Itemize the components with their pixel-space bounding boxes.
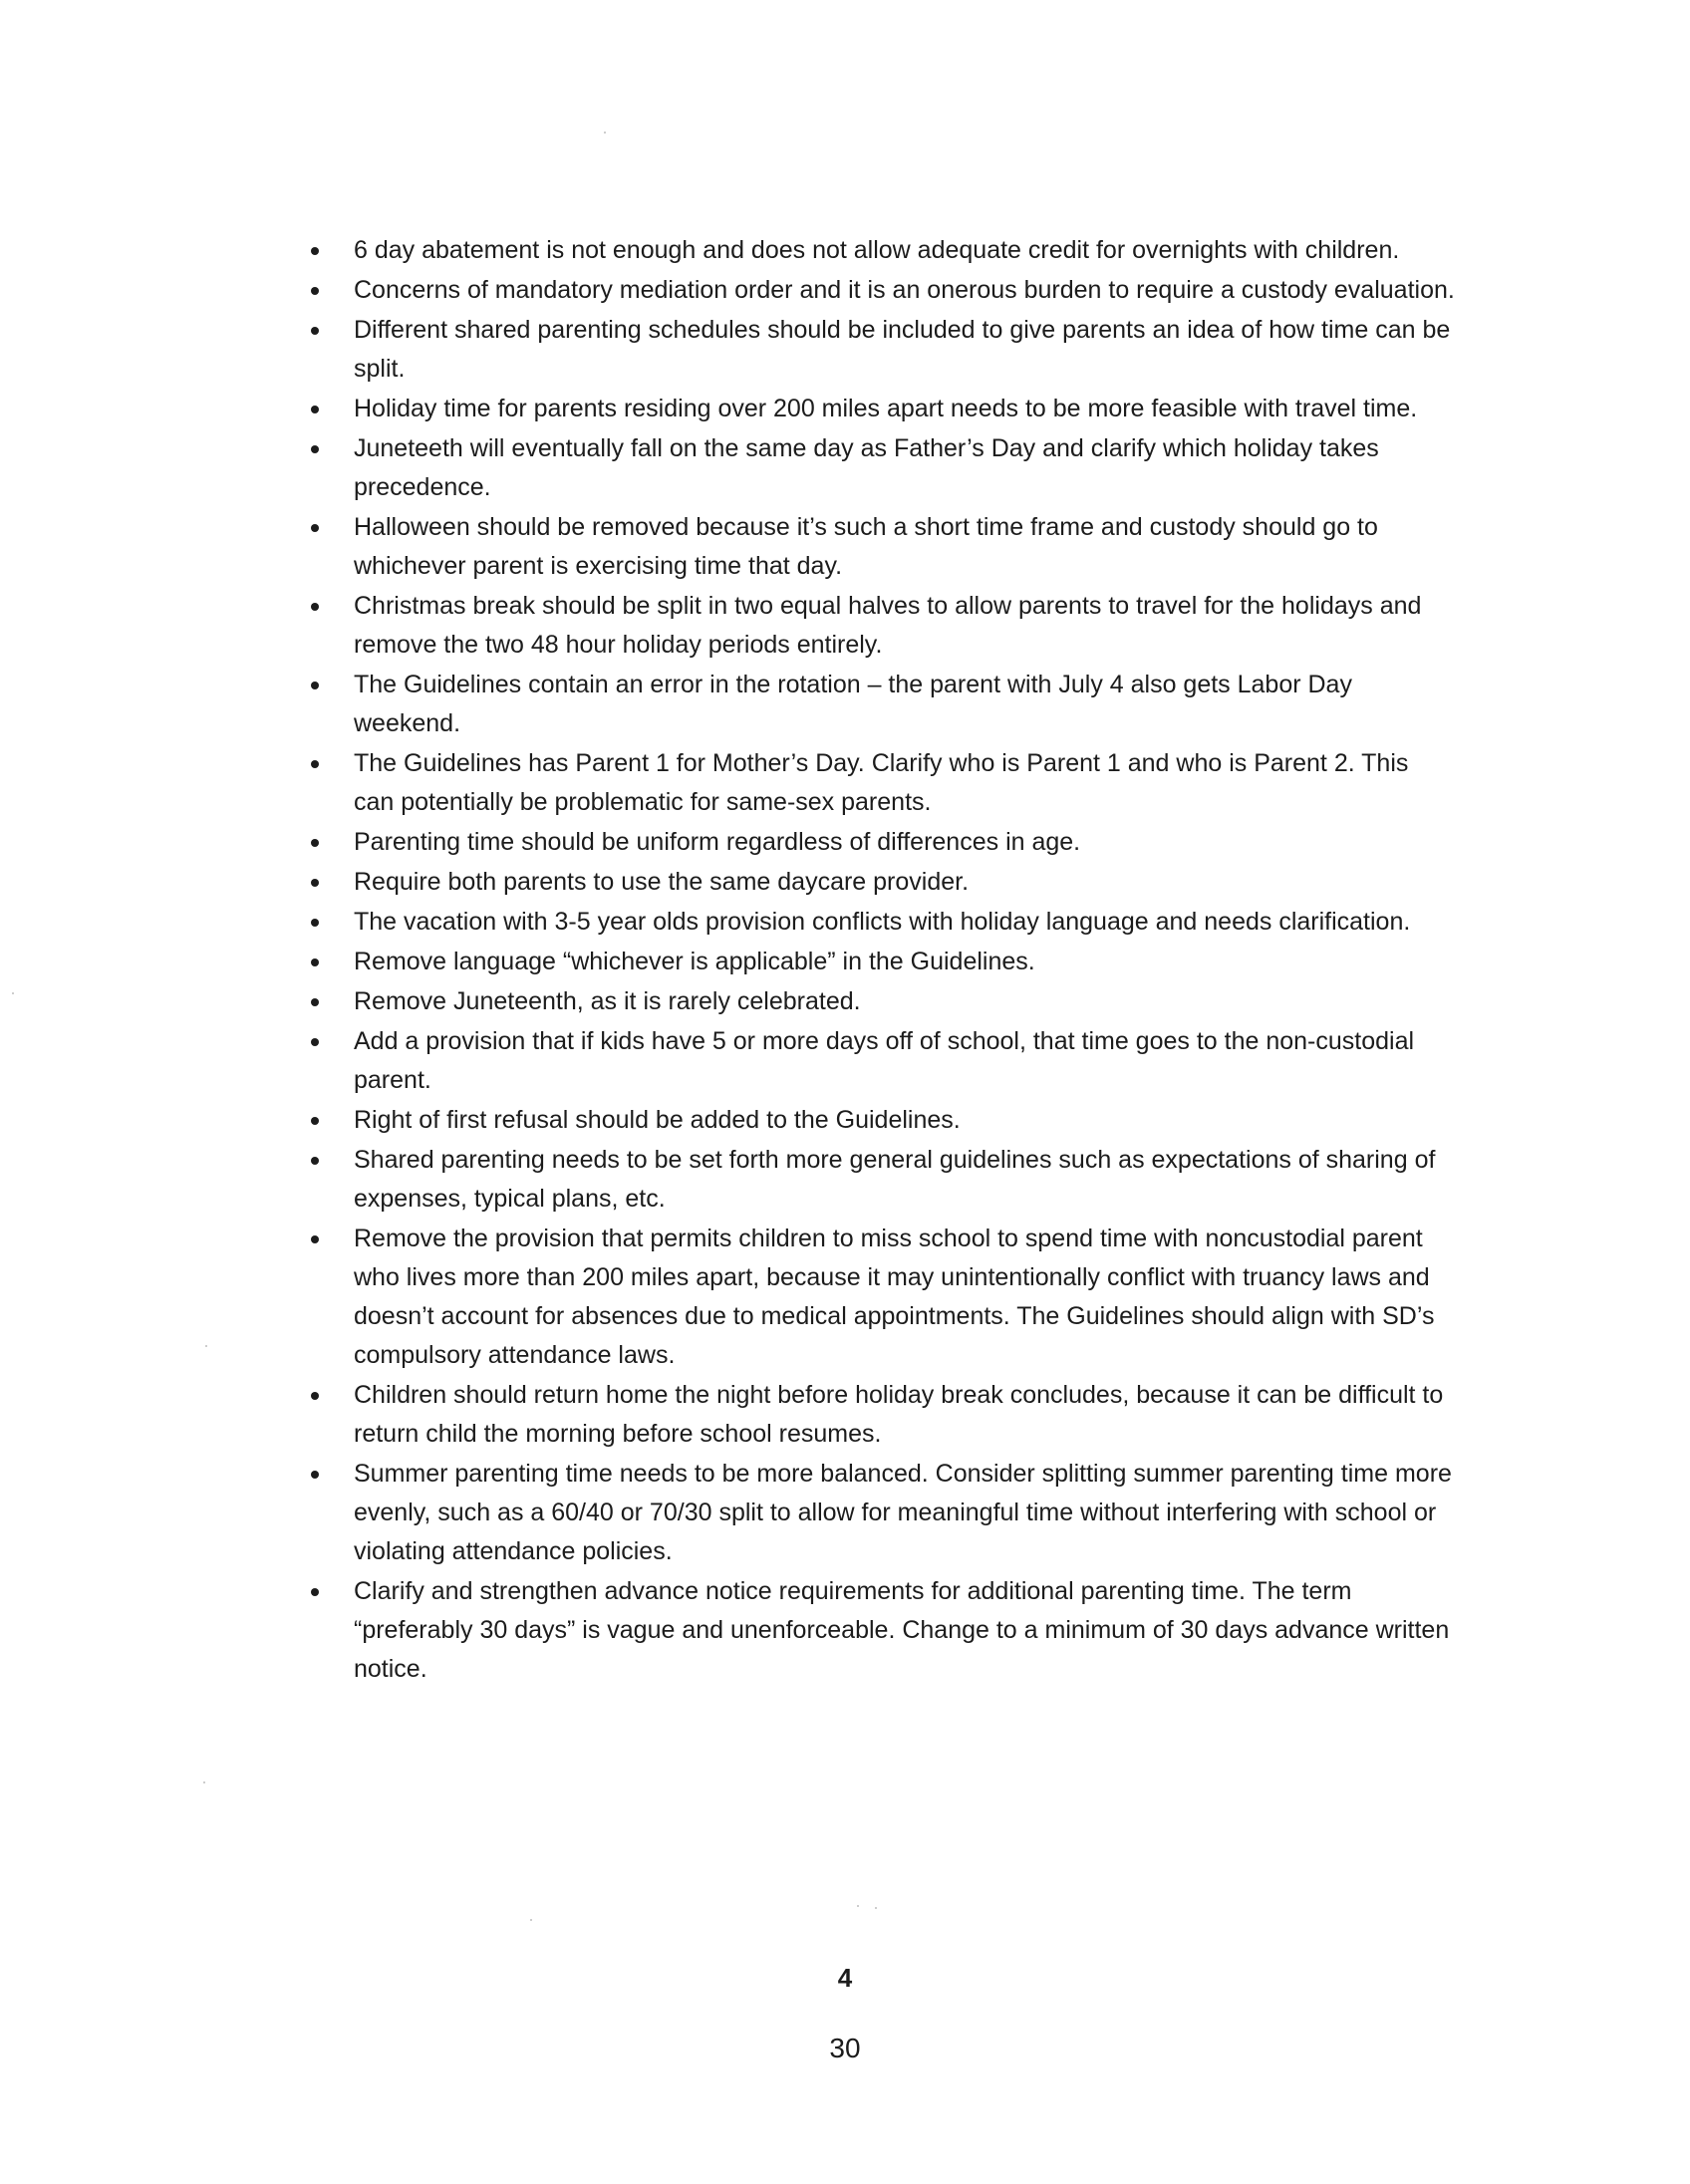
bullet-dot-icon xyxy=(311,445,319,453)
bullet-dot-icon xyxy=(311,682,319,689)
bullet-item xyxy=(299,429,1455,507)
bullet-dot-icon xyxy=(311,247,319,255)
scan-speck xyxy=(857,1905,859,1907)
bullet-dot-icon xyxy=(311,406,319,413)
bullet-item xyxy=(299,1101,1455,1140)
bullet-dot-icon xyxy=(311,327,319,335)
bullet-text: Clarify and strengthen advance notice requirements for additional parenting time. The term “preferably 30 days” is vague and unenforceable. Change to a minimum of 30 days advance written notice. xyxy=(354,1577,1450,1683)
bullet-item xyxy=(299,311,1455,389)
bullet-text: Right of first refusal should be added to the Guidelines. xyxy=(354,1106,961,1134)
bullet-item xyxy=(299,1572,1455,1689)
bullet-dot-icon xyxy=(311,1588,319,1596)
bullet-text: Remove language “whichever is applicable” in the Guidelines. xyxy=(354,948,1035,975)
bullet-text: 6 day abatement is not enough and does not allow adequate credit for overnights with children. xyxy=(354,236,1400,264)
bullet-item xyxy=(299,943,1455,981)
comment-bullet-list xyxy=(299,231,1455,1690)
bullet-dot-icon xyxy=(311,1157,319,1165)
bullet-item xyxy=(299,508,1455,586)
bullet-dot-icon xyxy=(311,287,319,295)
bullet-text: Children should return home the night before holiday break concludes, because it can be difficult to return child the morning before school resumes. xyxy=(354,1381,1444,1448)
bullet-dot-icon xyxy=(311,879,319,887)
bullet-text: Different shared parenting schedules should be included to give parents an idea of how time can be split. xyxy=(354,316,1451,383)
bullet-item xyxy=(299,1220,1455,1375)
page-number: 4 xyxy=(837,1963,853,1993)
bullet-dot-icon xyxy=(311,1038,319,1046)
bullet-text: Shared parenting needs to be set forth more general guidelines such as expectations of sharing of expenses, typical plans, etc. xyxy=(354,1146,1436,1213)
bullet-item xyxy=(299,666,1455,743)
bullet-item xyxy=(299,271,1455,310)
scan-speck xyxy=(205,1345,207,1347)
bullet-item xyxy=(299,823,1455,862)
bullet-dot-icon xyxy=(311,958,319,966)
exhibit-page-number: 30 xyxy=(829,2033,861,2063)
bullet-text: Require both parents to use the same daycare provider. xyxy=(354,868,970,896)
bullet-dot-icon xyxy=(311,1117,319,1125)
bullet-item xyxy=(299,390,1455,428)
bullet-item xyxy=(299,1455,1455,1571)
bullet-item xyxy=(299,1022,1455,1100)
bullet-dot-icon xyxy=(311,760,319,768)
scan-speck xyxy=(875,1907,877,1909)
bullet-item xyxy=(299,982,1455,1021)
bullet-text: Juneteeth will eventually fall on the same day as Father’s Day and clarify which holiday takes precedence. xyxy=(354,434,1379,501)
bullet-dot-icon xyxy=(311,524,319,532)
bullet-text: Concerns of mandatory mediation order and it is an onerous burden to require a custody evaluation. xyxy=(354,276,1455,304)
bullet-dot-icon xyxy=(311,998,319,1006)
bullet-dot-icon xyxy=(311,1235,319,1243)
bullet-dot-icon xyxy=(311,1392,319,1400)
bullet-dot-icon xyxy=(311,839,319,847)
bullet-item xyxy=(299,744,1455,822)
bullet-text: Remove Juneteenth, as it is rarely celebrated. xyxy=(354,987,861,1015)
bullet-item xyxy=(299,903,1455,942)
bullet-text: Summer parenting time needs to be more balanced. Consider splitting summer parenting time more evenly, such as a 60/40 or 70/30 split to allow for meaningful time without interfering with school or violating attendance policies. xyxy=(354,1460,1452,1565)
bullet-text: Christmas break should be split in two equal halves to allow parents to travel for the holidays and remove the two 48 hour holiday periods entirely. xyxy=(354,592,1422,659)
bullet-text: The Guidelines contain an error in the rotation – the parent with July 4 also gets Labor Day weekend. xyxy=(354,671,1352,737)
scan-speck xyxy=(530,1919,532,1921)
bullet-text: Holiday time for parents residing over 200 miles apart needs to be more feasible with travel time. xyxy=(354,395,1418,422)
bullet-item xyxy=(299,1376,1455,1454)
bullet-dot-icon xyxy=(311,603,319,611)
bullet-text: Parenting time should be uniform regardless of differences in age. xyxy=(354,828,1081,856)
bullet-text: The Guidelines has Parent 1 for Mother’s Day. Clarify who is Parent 1 and who is Parent 2. This can potentially be problematic for same-sex parents. xyxy=(354,749,1409,816)
bullet-item xyxy=(299,1141,1455,1219)
bullet-item xyxy=(299,587,1455,665)
bullet-text: Halloween should be removed because it’s such a short time frame and custody should go to whichever parent is exercising time that day. xyxy=(354,513,1378,580)
bullet-text: The vacation with 3-5 year olds provision conflicts with holiday language and needs clarification. xyxy=(354,908,1411,936)
bullet-text: Add a provision that if kids have 5 or more days off of school, that time goes to the non-custodial parent. xyxy=(354,1027,1415,1094)
scan-speck xyxy=(604,132,606,134)
bullet-item xyxy=(299,863,1455,902)
scan-speck xyxy=(12,992,14,994)
bullet-text: Remove the provision that permits children to miss school to spend time with noncustodial parent who lives more than 200 miles apart, because it may unintentionally conflict with truancy laws and doesn’t account for absences due to medical appointments. The Guidelines should align with SD’s compulsory attendance laws. xyxy=(354,1225,1435,1369)
bullet-dot-icon xyxy=(311,919,319,927)
scan-speck xyxy=(203,1781,205,1783)
bullet-dot-icon xyxy=(311,1471,319,1479)
bullet-item xyxy=(299,231,1455,270)
